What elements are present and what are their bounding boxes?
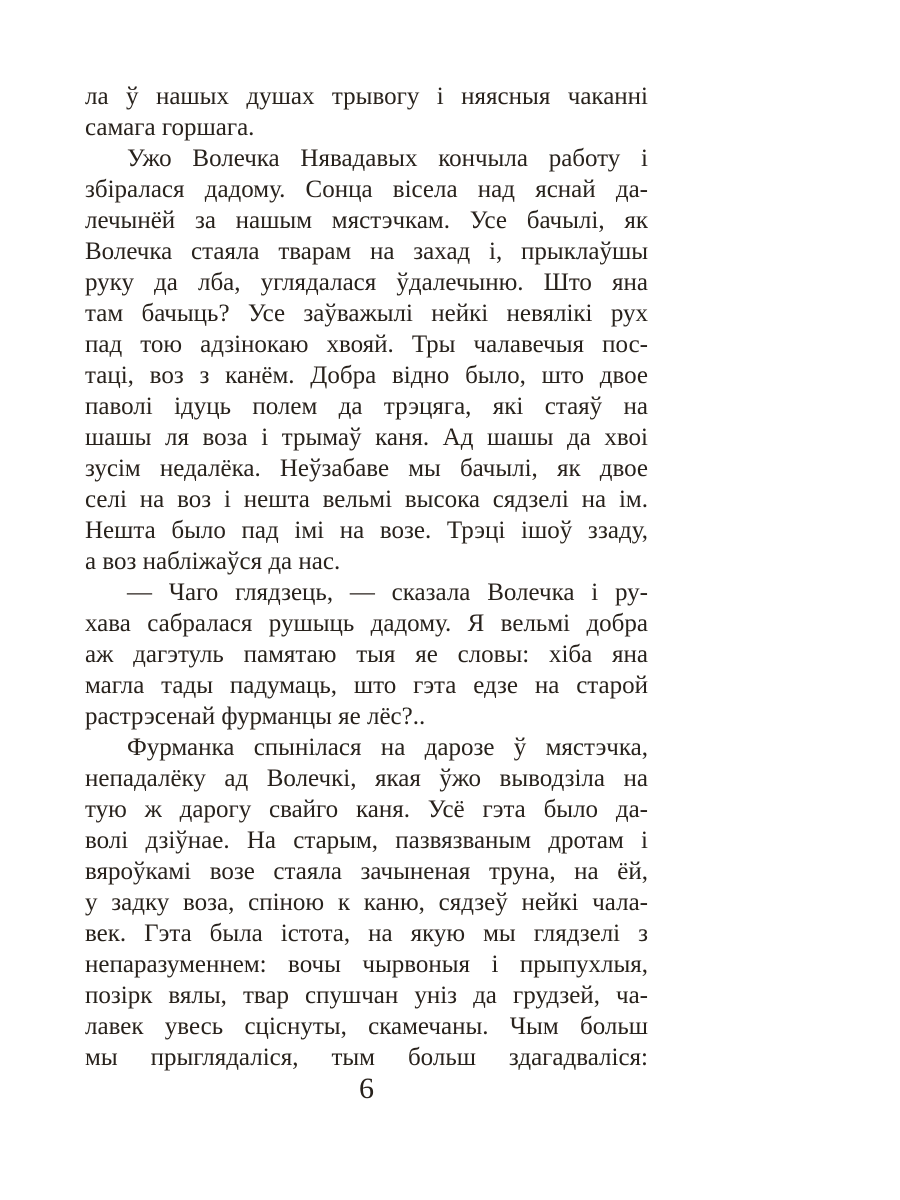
page-number: 6 xyxy=(359,1072,374,1105)
text-line: волі дзіўнае. На старым, пазвязваным дротам і xyxy=(85,827,648,854)
text-line: непадалёку ад Волечкі, якая ўжо выводзіла на xyxy=(85,765,648,792)
text-line: лавек увесь сціснуты, скамечаны. Чым больш xyxy=(85,1013,648,1040)
text-line: Нешта было пад імі на возе. Трэці ішоў ззаду, xyxy=(85,517,648,544)
text-line: пад тою адзінокаю хвояй. Тры чалавечыя пос- xyxy=(85,331,648,358)
text-line: шашы ля воза і трымаў каня. Ад шашы да хвоі xyxy=(85,424,648,451)
text-line: аж дагэтуль памятаю тыя яе словы: хіба яна xyxy=(85,641,648,668)
text-line: лечынёй за нашым мястэчкам. Усе бачылі, як xyxy=(85,207,648,234)
text-line: вяроўкамі возе стаяла зачыненая труна, на ёй, xyxy=(85,858,648,885)
text-line: растрэсенай фурманцы яе лёс?.. xyxy=(85,703,426,730)
text-line: непаразуменнем: вочы чырвоныя і прыпухлыя, xyxy=(85,951,648,978)
text-line: збіралася дадому. Сонца вісела над яснай да- xyxy=(85,176,648,203)
text-line: самага горшага. xyxy=(85,114,255,141)
text-line: Волечка стаяла тварам на захад і, прыклаўшы xyxy=(85,238,648,265)
text-line: там бачыць? Усе заўважылі нейкі невялікі рух xyxy=(85,300,648,327)
text-line: ла ў нашых душах трывогу і няясныя чаканні xyxy=(85,83,648,110)
text-line: Ужо Волечка Нявадавых кончыла работу і xyxy=(127,145,648,172)
text-line: хава сабралася рушыць дадому. Я вельмі добра xyxy=(85,610,648,637)
text-line: у задку воза, спіною к каню, сядзеў нейкі чала- xyxy=(85,889,648,916)
text-line: магла тады падумаць, што гэта едзе на старой xyxy=(85,672,648,699)
text-line: Фурманка спынілася на дарозе ў мястэчка, xyxy=(127,734,648,761)
text-line: руку да лба, углядалася ўдалечыню. Што яна xyxy=(85,269,648,296)
text-line: таці, воз з канём. Добра відно было, што двое xyxy=(85,362,648,389)
text-line: тую ж дарогу свайго каня. Усё гэта было да- xyxy=(85,796,648,823)
text-line: позірк вялы, твар спушчан уніз да грудзей, ча- xyxy=(85,982,648,1009)
text-line: — Чаго глядзець, — сказала Волечка і ру- xyxy=(127,579,648,606)
text-line: паволі ідуць полем да трэцяга, які стаяў на xyxy=(85,393,648,420)
text-line: мы прыглядаліся, тым больш здагадваліся: xyxy=(85,1044,648,1071)
text-line: зусім недалёка. Неўзабаве мы бачылі, як двое xyxy=(85,455,648,482)
page-text-block xyxy=(85,81,648,1073)
text-line: селі на воз і нешта вельмі высока сядзелі на ім. xyxy=(85,486,648,513)
text-line: век. Гэта была істота, на якую мы глядзелі з xyxy=(85,920,648,947)
text-line: а воз набліжаўся да нас. xyxy=(85,548,341,575)
